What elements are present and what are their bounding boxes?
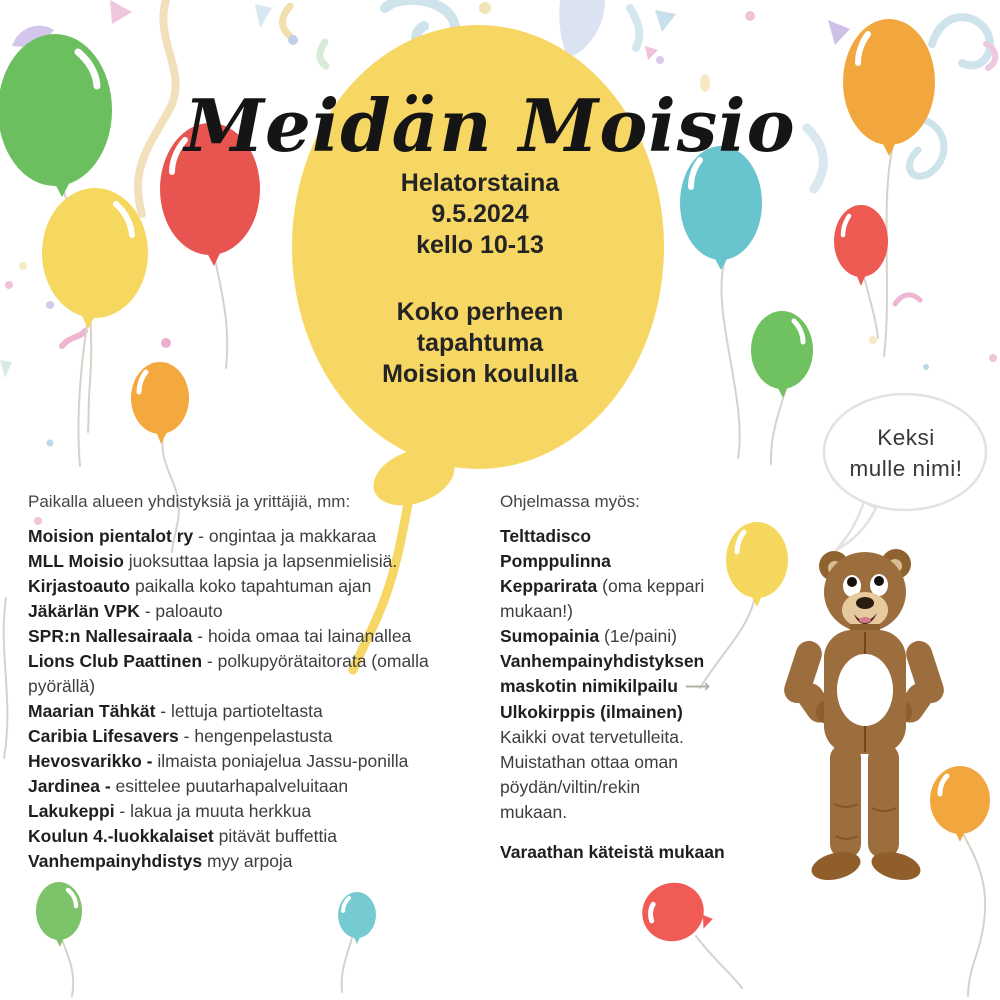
program-item: Kepparirata (oma keppari mukaan!) xyxy=(500,576,705,621)
vendor-item: Kirjastoauto paikalla koko tapahtuman ajan xyxy=(28,576,372,596)
vendors-heading: Paikalla alueen yhdistyksiä ja yrittäjiä, mm: xyxy=(28,492,351,511)
vendor-item: Koulun 4.-luokkalaiset pitävät buffettia xyxy=(28,826,337,846)
vendor-item: Jäkärlän VPK - paloauto xyxy=(28,601,223,621)
speech-bubble-text xyxy=(826,422,986,484)
vendor-item: SPR:n Nallesairaala - hoida omaa tai lainanallea xyxy=(28,626,412,646)
speech-bubble-line1: Keksi xyxy=(877,425,935,450)
vendors-section xyxy=(28,492,480,874)
balloon-red-bottom xyxy=(634,873,716,950)
speech-bubble-line2: mulle nimi! xyxy=(849,456,963,481)
balloon-green-bottom-left xyxy=(36,882,82,947)
vendor-item: Hevosvarikko - ilmaista poniajelua Jassu-ponilla xyxy=(28,751,409,771)
program-item: Ulkokirppis (ilmainen) xyxy=(500,702,683,722)
vendor-item: Caribia Lifesavers - hengenpelastusta xyxy=(28,726,333,746)
vendor-item: Maarian Tähkät - lettuja partioteltasta xyxy=(28,701,323,721)
event-desc-line1: Koko perheen xyxy=(396,298,564,326)
poster-title: Meidän Moisio xyxy=(184,83,796,169)
vendor-item: MLL Moisio juoksuttaa lapsia ja lapsenmielisiä. xyxy=(28,551,398,571)
balloon-orange-top-right xyxy=(843,19,935,156)
program-list xyxy=(500,524,725,865)
vendors-list xyxy=(28,524,480,874)
balloon-orange-left xyxy=(131,362,189,444)
bear-mascot-photo xyxy=(781,549,948,885)
event-time: kello 10-13 xyxy=(416,231,544,259)
program-item: Sumopainia (1e/paini) xyxy=(500,626,678,646)
vendor-item: Lions Club Paattinen - polkupyörätaitorata (omalla pyörällä) xyxy=(28,651,429,696)
balloon-green-top-left xyxy=(0,34,112,197)
program-item: Vanhempainyhdistyksen maskotin nimikilpailu ⟶ xyxy=(500,651,711,697)
balloon-green-mid-right xyxy=(751,311,813,398)
program-item: Pomppulinna xyxy=(500,551,611,571)
event-date: 9.5.2024 xyxy=(431,200,529,228)
vendor-item: Lakukeppi - lakua ja muuta herkkua xyxy=(28,801,312,821)
arrow-right-icon: ⟶ xyxy=(684,677,711,697)
program-section xyxy=(500,492,725,865)
balloon-yellow-mid-left xyxy=(42,188,148,329)
balloon-orange-bottom-right xyxy=(930,766,990,842)
vendor-item: Vanhempainyhdistys myy arpoja xyxy=(28,851,293,871)
event-desc-line2: tapahtuma xyxy=(416,329,544,357)
program-footer: Varaathan käteistä mukaan xyxy=(500,842,725,862)
event-details xyxy=(318,168,642,390)
vendor-item: Jardinea - esittelee puutarhapalveluitaan xyxy=(28,776,349,796)
event-desc-line3: Moision koululla xyxy=(382,360,578,388)
balloon-yellow-mid-right xyxy=(726,522,788,607)
program-item: Telttadisco xyxy=(500,526,592,546)
balloon-teal-bottom xyxy=(338,892,376,944)
program-heading: Ohjelmassa myös: xyxy=(500,492,640,511)
vendor-item: Moision pientalot ry - ongintaa ja makkaraa xyxy=(28,526,377,546)
event-date-label: Helatorstaina xyxy=(400,169,560,197)
balloon-red-right-small xyxy=(834,205,888,286)
program-note: Kaikki ovat tervetulleita. Muistathan ottaa oman pöydän/viltin/rekin mukaan. xyxy=(500,727,684,822)
